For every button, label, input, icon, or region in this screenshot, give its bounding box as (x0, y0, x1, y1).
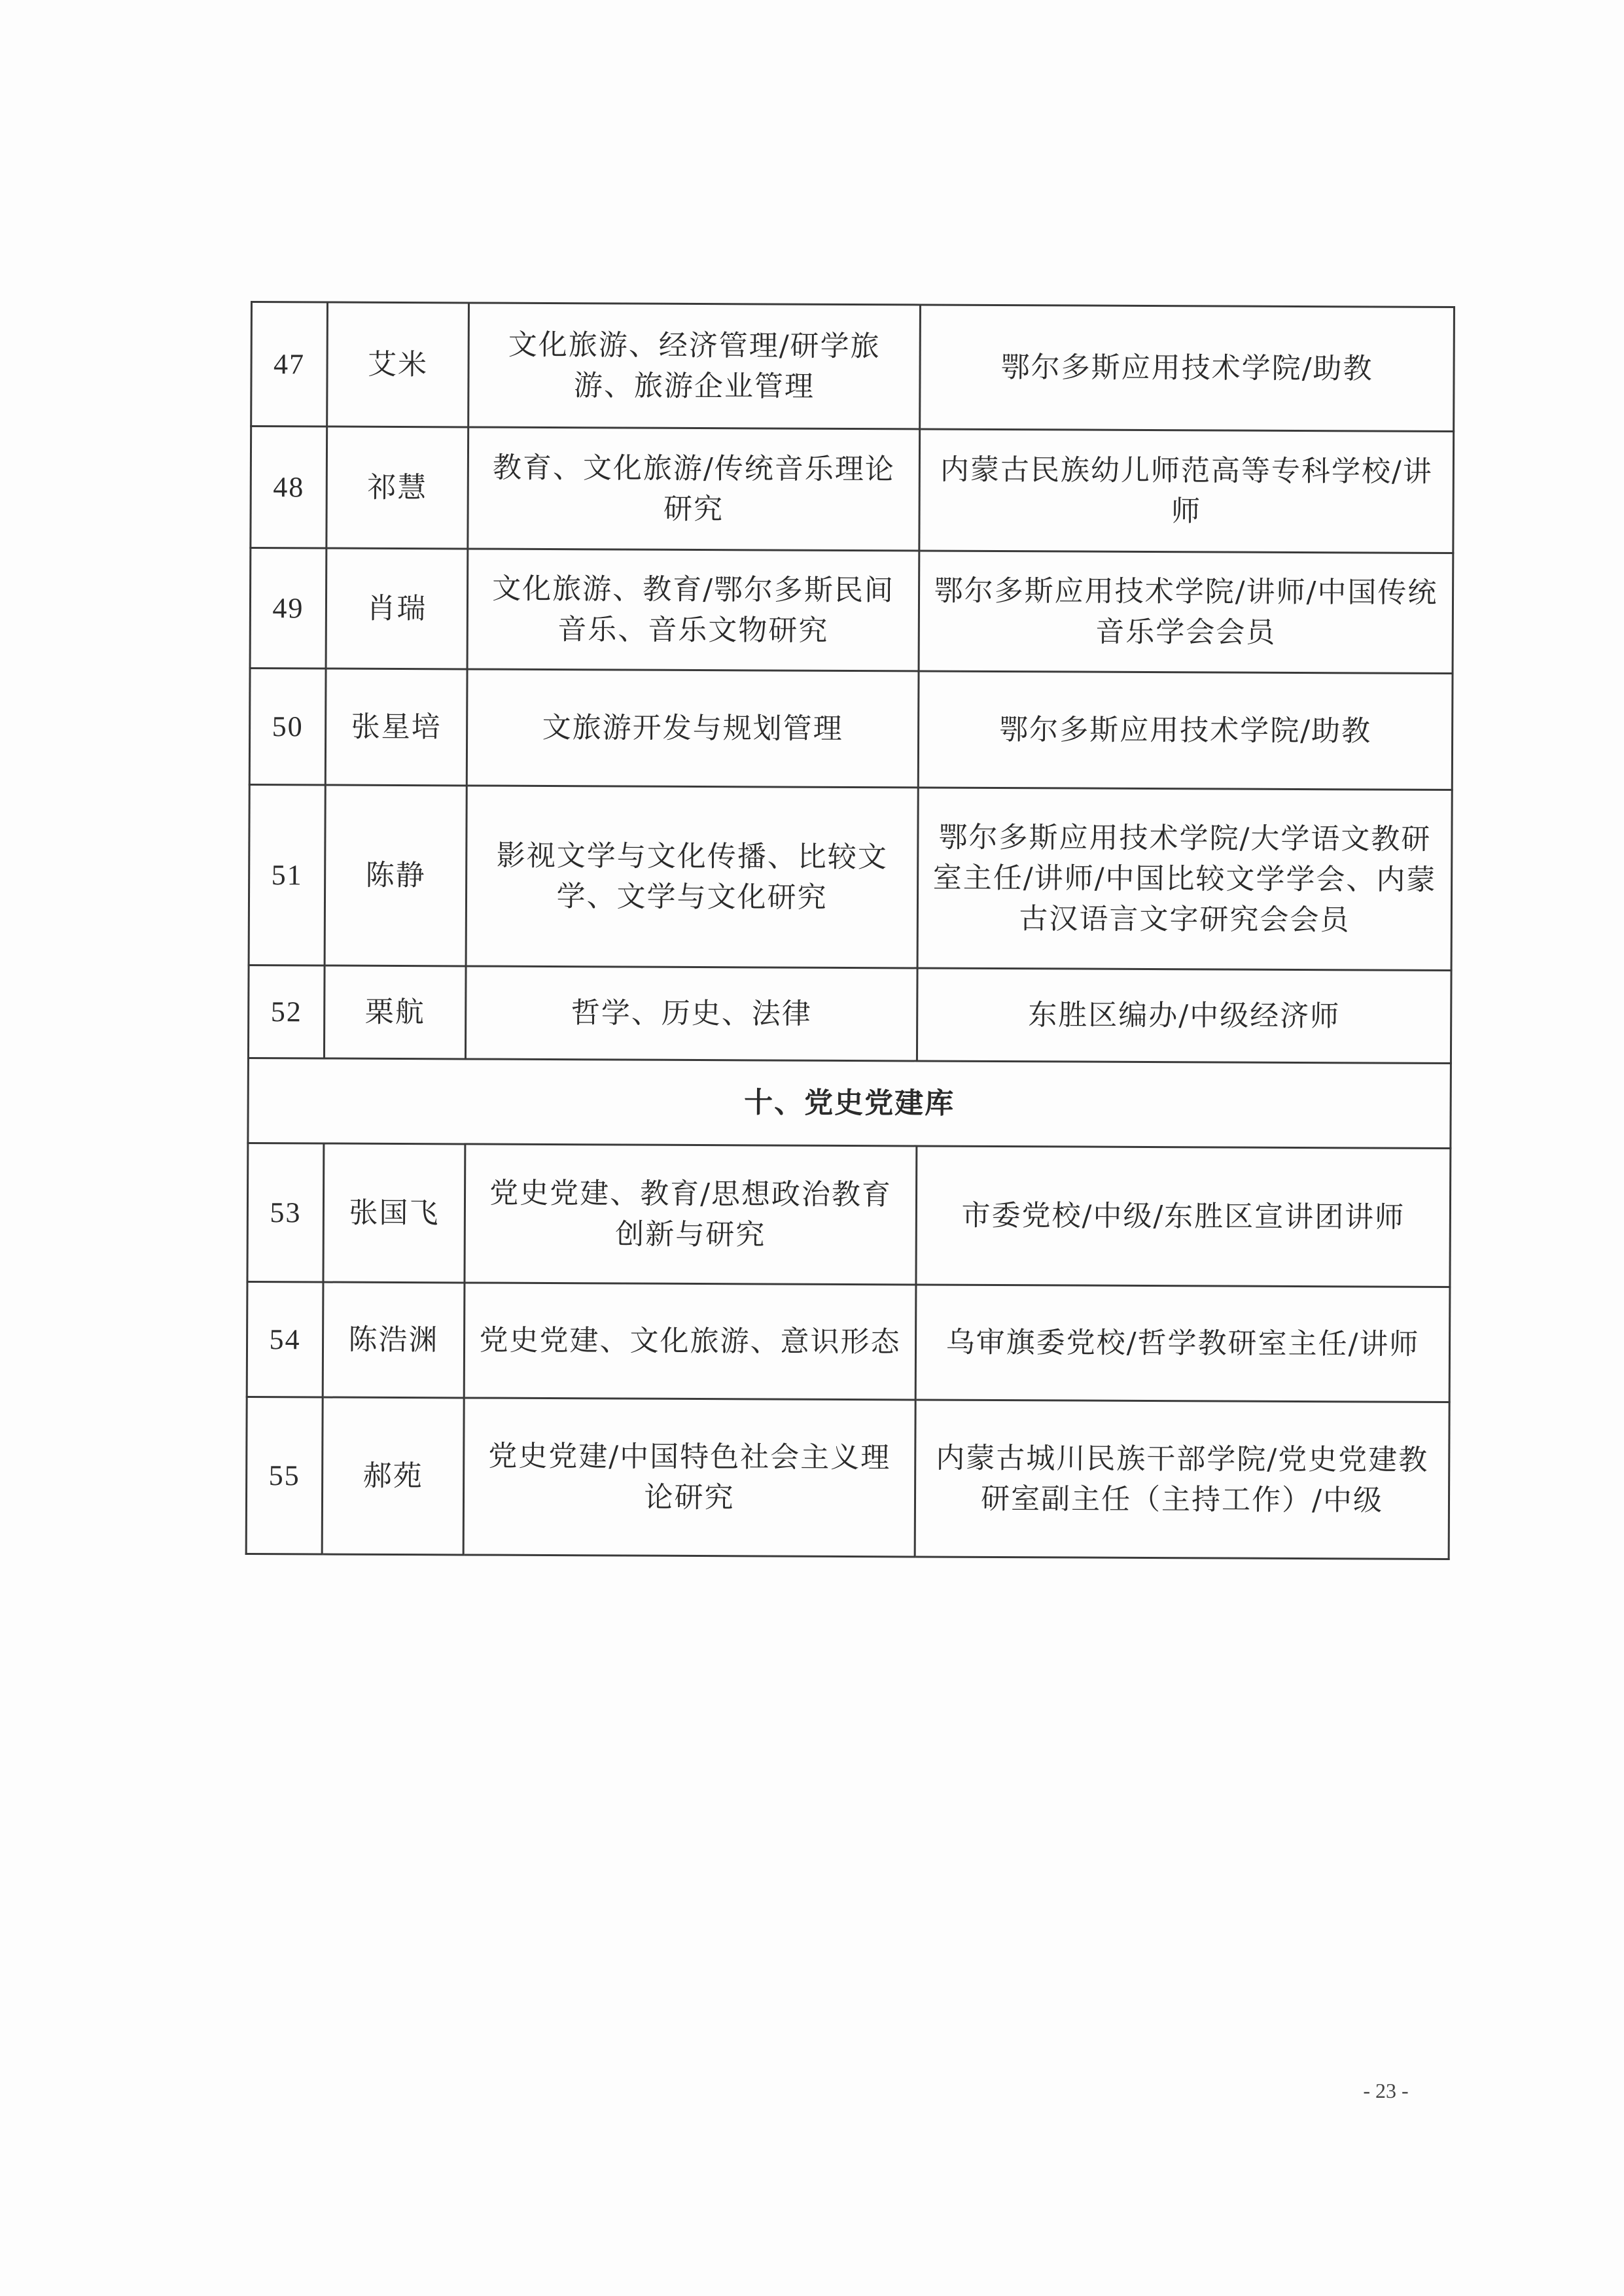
table-row (251, 302, 1455, 432)
row-number: 47 (251, 302, 328, 427)
expert-table-body (246, 302, 1454, 1559)
expert-name: 陈静 (325, 785, 467, 966)
expert-name: 艾米 (327, 302, 469, 427)
expert-field: 党史党建、文化旅游、意识形态 (464, 1283, 916, 1400)
page-number: - 23 - (1363, 2079, 1409, 2102)
row-number: 55 (246, 1397, 323, 1554)
expert-unit: 鄂尔多斯应用技术学院/讲师/中国传统音乐学会会员 (919, 551, 1453, 674)
expert-unit: 乌审旗委党校/哲学教研室主任/讲师 (915, 1285, 1450, 1402)
row-number: 52 (248, 965, 325, 1058)
table-row (250, 548, 1453, 674)
expert-name: 肖瑞 (326, 548, 468, 669)
expert-unit: 鄂尔多斯应用技术学院/助教 (918, 671, 1453, 790)
expert-unit: 内蒙古民族幼儿师范高等专科学校/讲师 (919, 429, 1454, 553)
expert-unit: 鄂尔多斯应用技术学院/大学语文教研室主任/讲师/中国比较文学学会、内蒙古汉语言文字研究会会员 (917, 788, 1452, 971)
row-number: 49 (250, 548, 327, 669)
expert-field: 党史党建/中国特色社会主义理论研究 (463, 1398, 915, 1557)
expert-field: 党史党建、教育/思想政治教育创新与研究 (465, 1144, 917, 1285)
section-title: 十、党史党建库 (248, 1058, 1451, 1148)
expert-name: 郝苑 (322, 1397, 464, 1555)
expert-table (245, 301, 1455, 1560)
table-row (248, 965, 1451, 1063)
row-number: 48 (251, 426, 327, 549)
expert-unit: 内蒙古城川民族干部学院/党史党建教研室副主任（主持工作）/中级 (915, 1400, 1449, 1559)
expert-name: 张星培 (325, 669, 467, 786)
expert-name: 祁慧 (327, 426, 468, 549)
row-number: 51 (249, 784, 325, 965)
section-row (248, 1058, 1451, 1148)
row-number: 54 (247, 1281, 323, 1397)
expert-field: 哲学、历史、法律 (465, 966, 917, 1061)
row-number: 53 (247, 1143, 324, 1282)
expert-name: 陈浩渊 (323, 1282, 465, 1398)
expert-field: 文化旅游、经济管理/研学旅游、旅游企业管理 (468, 303, 921, 429)
expert-name: 张国飞 (323, 1143, 465, 1283)
expert-field: 文旅游开发与规划管理 (467, 669, 919, 788)
expert-field: 教育、文化旅游/传统音乐理论研究 (468, 427, 920, 551)
table-row (247, 1281, 1450, 1402)
expert-unit: 东胜区编办/中级经济师 (917, 968, 1451, 1064)
table-row (247, 1143, 1451, 1287)
expert-unit: 鄂尔多斯应用技术学院/助教 (920, 305, 1455, 432)
table-row (249, 669, 1453, 790)
row-number: 50 (249, 669, 326, 786)
expert-unit: 市委党校/中级/东胜区宣讲团讲师 (916, 1146, 1451, 1287)
table-row (246, 1397, 1449, 1559)
table-row (251, 426, 1454, 553)
table-row (249, 784, 1452, 970)
expert-name: 栗航 (324, 965, 466, 1059)
expert-field: 影视文学与文化传播、比较文学、文学与文化研究 (466, 786, 918, 968)
expert-field: 文化旅游、教育/鄂尔多斯民间音乐、音乐文物研究 (467, 549, 919, 671)
